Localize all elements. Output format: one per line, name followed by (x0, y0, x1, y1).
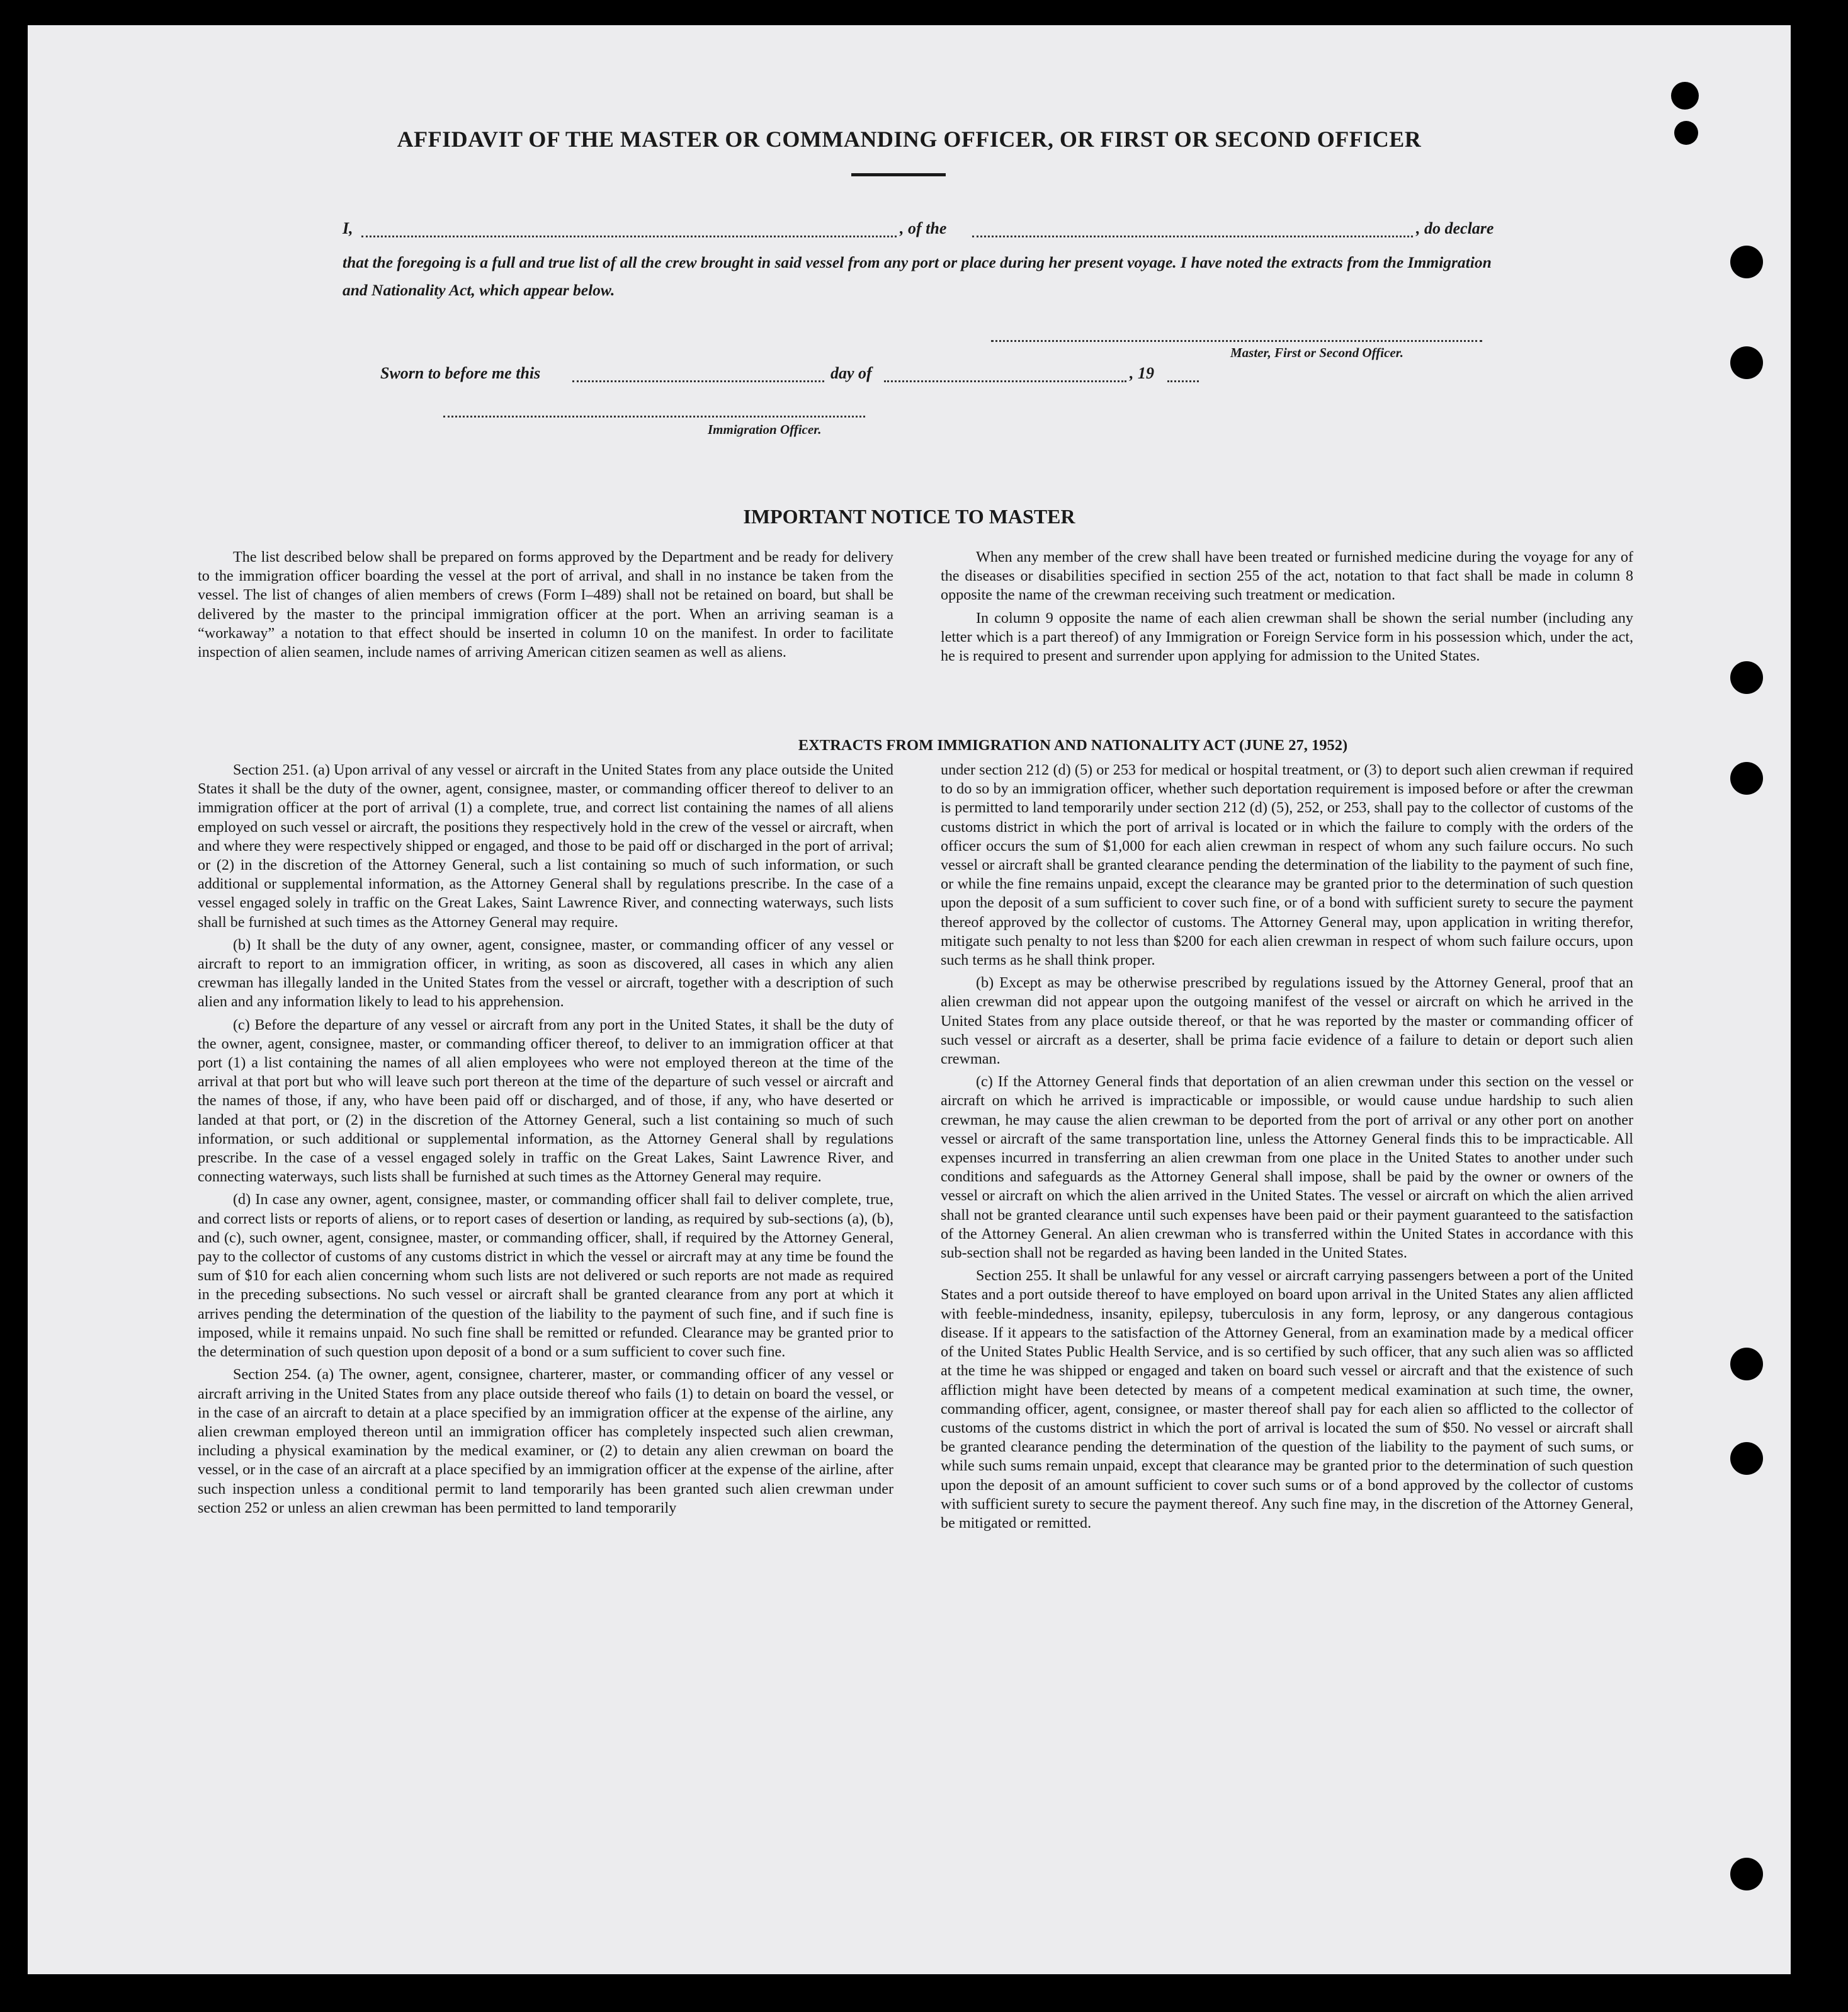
master-signature-label: Master, First or Second Officer. (1230, 345, 1403, 360)
affidavit-title: AFFIDAVIT OF THE MASTER OR COMMANDING OFFICER, OR FIRST OR SECOND OFFICER (397, 127, 1422, 152)
extracts-title-text: EXTRACTS FROM IMMIGRATION AND NATIONALITY ACT (JUNE 27, 1952) (798, 737, 1348, 754)
punch-hole (1671, 82, 1699, 110)
punch-hole (1730, 762, 1763, 795)
extracts-title (28, 737, 1791, 754)
punch-hole (1730, 1442, 1763, 1475)
section-254a-continued: under section 212 (d) (5) or 253 for medical or hospital treatment, or (3) to deport such alien crewman if required to do so by an immigration officer, whether such deportation requirement is imposed before or after the crewman is permitted to land temporarily under section 212 (d) (5), 252, or 253, shall pay to the collector of customs of the customs district in which the port of arrival is located or in which the failure to comply with the orders of the officer occurs the sum of $1,000 for each alien crewman in respect of whom any such failure occurs. No such vessel or aircraft shall be granted clearance pending the determination of the liability to the payment of such fine, or while the fine remains unpaid, except the clearance may be granted prior to the determination of such question upon the deposit of a sum sufficient to cover such fine, or of a bond with sufficient surety to secure the payment thereof approved by the collector of customs. The Attorney General may, upon application in writing therefor, mitigate such penalty to not less than $200 for each alien crewman in respect of whom such failure occurs, upon such terms as he shall think proper. (941, 761, 1633, 969)
form-page (28, 25, 1791, 1974)
sworn-label: Sworn to before me this (380, 364, 541, 382)
notice-left-paragraph: The list described below shall be prepared on forms approved by the Department and be ready for delivery to the immigration officer boarding the vessel at the port of arrival, and shall in no instance be taken from the vessel. The list of changes of alien members of crews (Form I–489) shall not be retained on board, but shall be delivered by the master to the principal immigration officer at the port. When an arriving seaman is a “workaway” a notation to that effect should be inserted in column 10 on the manifest. In order to facilitate inspection of alien seamen, include names of arriving American citizen seamen as well as aliens. (198, 548, 893, 661)
notice-right-paragraph: When any member of the crew shall have been treated or furnished medicine during the voyage for any of the diseases or disabilities specified in section 255 of the act, notation to that fact shall be made in column 8 opposite the name of the crewman receiving such treatment or medication. (941, 548, 1633, 604)
section-255: Section 255. It shall be unlawful for any vessel or aircraft carrying passengers between a port of the United States and a port outside thereof to have employed on board upon arrival in the United States any alien afflicted with feeble-mindedness, insanity, epilepsy, tuberculosis in any form, leprosy, or any dangerous contagious disease. If it appears to the satisfaction of the Attorney General, from an examination made by a medical officer of the United States Public Health Service, and is so certified by such officer, that any such alien was so afflicted at the time he was shipped or engaged and taken on board such vessel or aircraft and that the existence of such affliction might have been detected by means of a competent medical examination at such time, the owner, commanding officer, agent, consignee, or master thereof shall pay for each alien so afflicted to the collector of customs of the customs district in which the port of arrival is located the sum of $50. No vessel or aircraft shall be granted clearance pending the determination of the question of the liability to the payment of such sums, or while such sums remain unpaid, except that clearance may be granted prior to the determination of such question upon the deposit of an amount sufficient to cover such sums or of a bond approved by the collector of customs with sufficient surety to secure the payment thereof. Any such fine may, in the discretion of the Attorney General, be mitigated or remitted. (941, 1267, 1633, 1532)
sworn-day-field[interactable] (572, 364, 824, 382)
title-rule (851, 173, 946, 176)
section-251b: (b) It shall be the duty of any owner, agent, consignee, master, or commanding officer of any vessel or aircraft to report to an immigration officer, in writing, as soon as discovered, all cases in which any alien crewman has illegally landed in the United States from the vessel or aircraft, together with a description of such alien and any information likely to lead to his apprehension. (198, 936, 893, 1011)
section-251d: (d) In case any owner, agent, consignee, master, or commanding officer shall fail to deliver complete, true, and correct lists or reports of aliens, or to report cases of desertion or landing, as required by sub-sections (a), (b), and (c), such owner, agent, consignee, master, or commanding officer, shall, if required by the Attorney General, pay to the collector of customs of any customs district in which the vessel or aircraft may at any time be found the sum of $10 for each alien concerning whom such lists are not delivered or such reports are not made as required in the preceding subsections. No such vessel or aircraft shall be granted clearance from any port at which it arrives pending the determination of the question of the liability to the payment of such fine, and if such fine is imposed, while it remains unpaid. No such fine shall be remitted or refunded. Clearance may be granted prior to the determination of such question upon deposit of a bond or a sum sufficient to cover such fine. (198, 1191, 893, 1361)
vessel-field[interactable] (972, 219, 1413, 237)
extracts-left-column (198, 761, 893, 1521)
notice-left-column (198, 548, 893, 666)
year-label: , 19 (1130, 364, 1154, 382)
sworn-line (380, 364, 1262, 389)
notice-title: IMPORTANT NOTICE TO MASTER (743, 505, 1075, 528)
punch-hole (1730, 1858, 1763, 1890)
i-label: I, (343, 219, 353, 237)
master-signature-field[interactable] (991, 326, 1482, 342)
name-field[interactable] (361, 219, 897, 237)
punch-hole (1730, 346, 1763, 379)
of-the-label: , of the (900, 219, 947, 237)
sworn-month-field[interactable] (884, 364, 1126, 382)
section-254a: Section 254. (a) The owner, agent, consignee, charterer, master, or commanding officer of any vessel or aircraft arriving in the United States from any place outside thereof who fails (1) to detain on board the vessel, or in the case of an aircraft to detain at a place specified by an immigration officer at the expense of the airline, any alien crewman employed thereon until an immigration officer has completely inspected such alien crewman, including a physical examination by the medical examiner, or (2) to detain any alien crewman on board the vessel, or in the case of an aircraft at a place specified by an immigration officer at the expense of the airline, after such inspection unless a conditional permit to land temporarily has been granted such alien crewman under section 252 or unless an alien crewman has been permitted to land temporarily (198, 1366, 893, 1516)
notice-right-column (941, 548, 1633, 669)
day-of-label: day of (830, 364, 872, 382)
section-251c: (c) Before the departure of any vessel or aircraft from any port in the United States, it shall be the duty of the owner, agent, consignee, master, or commanding officer thereof, to deliver to an immigration officer at that port (1) a list containing the names of all alien employees who were not employed thereon at the time of the arrival at that port but who will leave such port thereon at the time of the departure of such vessel or aircraft and the names of those, if any, who have been paid off or discharged, and of those, if any, who have deserted or landed at that port, or (2) in the discretion of the Attorney General, such a list containing so much of such information, or such additional or supplemental information, as the Attorney General shall by regulations prescribe. In the case of a vessel engaged solely in traffic on the Great Lakes, Saint Lawrence River, and connecting waterways, such lists shall be furnished at such times as the Attorney General may require. (198, 1016, 893, 1186)
section-251a: Section 251. (a) Upon arrival of any vessel or aircraft in the United States from any place outside the United States it shall be the duty of the owner, agent, consignee, master, or commanding officer thereof to deliver to an immigration officer at the port of arrival (1) a complete, true, and correct list containing the names of all aliens employed on such vessel or aircraft, the positions they respectively hold in the crew of the vessel or aircraft, when and where they were respectively shipped or engaged, and those to be paid off or discharged in the port of arrival; or (2) in the discretion of the Attorney General, such a list containing so much of such information, or such additional or supplemental information, as the Attorney General shall by regulations prescribe. In the case of a vessel engaged solely in traffic on the Great Lakes, Saint Lawrence River, and connecting waterways, such lists shall be furnished at such times as the Attorney General may require. (198, 761, 893, 931)
extracts-right-column (941, 761, 1633, 1537)
punch-hole (1730, 661, 1763, 694)
do-declare-label: , do declare (1416, 219, 1494, 237)
punch-hole (1730, 1348, 1763, 1380)
officer-signature-label: Immigration Officer. (708, 422, 822, 437)
sworn-year-field[interactable] (1167, 364, 1199, 382)
officer-signature-field[interactable] (443, 403, 865, 418)
punch-hole (1730, 246, 1763, 278)
section-254b: (b) Except as may be otherwise prescribed by regulations issued by the Attorney General, proof that an alien crewman did not appear upon the outgoing manifest of the vessel or aircraft on which he arrived in the United States from any place outside thereof, or that he was reported by the master or commanding officer of such vessel or aircraft as a deserter, shall be prima facie evidence of a failure to detain or deport such alien crewman. (941, 974, 1633, 1068)
declaration-fill-line (343, 219, 1507, 247)
notice-right-paragraph: In column 9 opposite the name of each alien crewman shall be shown the serial number (including any letter which is a part thereof) of any Immigration or Foreign Service form in his possession which, under the act, he is required to present and surrender upon applying for admission to the United States. (941, 609, 1633, 665)
declaration-text: that the foregoing is a full and true list of all the crew brought in said vessel from any port or place during her present voyage. I have noted the extracts from the Immigration and Nationality Act, which appear below. (343, 253, 1492, 299)
section-254c: (c) If the Attorney General finds that deportation of an alien crewman under this section on the vessel or aircraft on which he arrived is impracticable or impossible, or would cause undue hardship to such alien crewman, he may cause the alien crewman to be deported from the port of arrival or any other port on another vessel or aircraft of the same transportation line, unless the Attorney General finds this to be impracticable. All expenses incurred in transferring an alien crewman from one place in the United States to another under such conditions and safeguards as the Attorney General shall impose, shall be paid by the owner or owners of the vessel or aircraft on which the alien arrived in the United States. The vessel or aircraft on which the alien arrived shall not be granted clearance until such expenses have been paid or their payment guaranteed to the satisfaction of the Attorney General. An alien crewman who is transferred within the United States in accordance with this sub-section shall not be regarded as having been landed in the United States. (941, 1073, 1633, 1262)
